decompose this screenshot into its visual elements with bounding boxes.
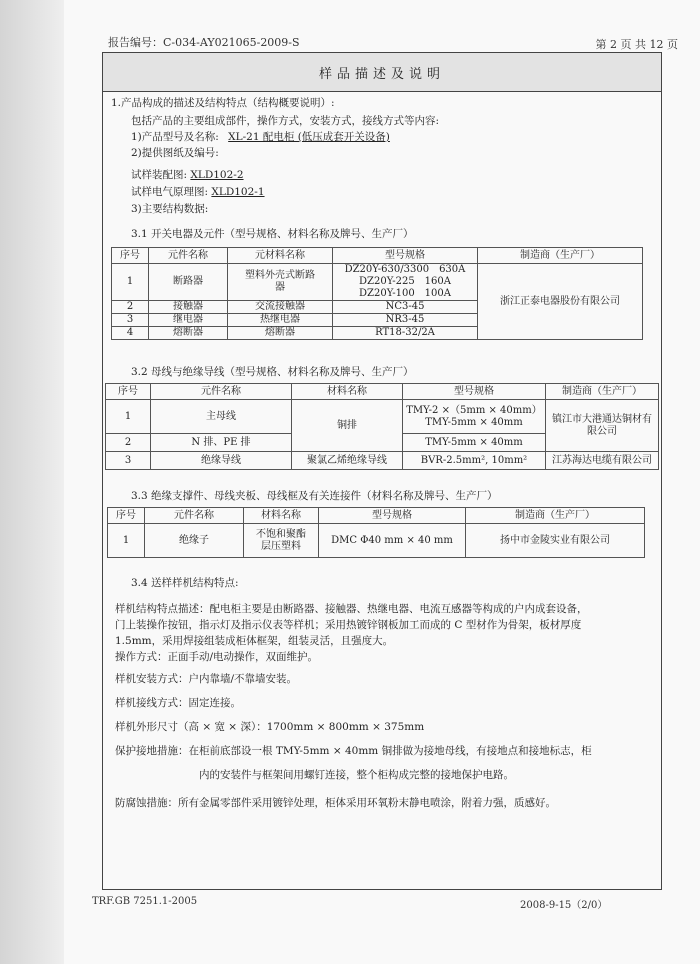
structure-desc-line: 1.5mm，采用焊接组装成柜体框架，组装灵活，且强度大。 bbox=[115, 635, 394, 647]
manufacturer-cell: 浙江正泰电器股份有限公司 bbox=[478, 264, 643, 340]
electrical-line bbox=[131, 186, 265, 199]
structure-label: 3)主要结构数据: bbox=[131, 203, 209, 215]
col-header: 元件名称 bbox=[149, 248, 228, 264]
row-no: 1 bbox=[108, 524, 145, 558]
component-name: N 排、PE 排 bbox=[151, 434, 292, 452]
standard-code: TRF.GB 7251.1-2005 bbox=[92, 896, 198, 907]
page-title: 样品描述及说明 bbox=[103, 53, 661, 92]
busbar-table bbox=[105, 383, 659, 470]
col-header: 型号规格 bbox=[319, 508, 466, 524]
document-page bbox=[64, 0, 700, 964]
grounding-line: 内的安装件与框架间用螺钉连接，整个柜构成完整的接地保护电路。 bbox=[199, 769, 514, 781]
content-frame bbox=[102, 52, 662, 890]
col-header: 制造商（生产厂） bbox=[546, 384, 659, 400]
col-header: 制造商（生产厂） bbox=[478, 248, 643, 264]
row-no: 2 bbox=[106, 434, 151, 452]
material-cell: 铜排 bbox=[292, 400, 403, 452]
material-cell: 热继电器 bbox=[228, 314, 333, 327]
model-value: XL-21 配电柜 (低压成套开关设备) bbox=[228, 131, 390, 143]
component-name: 接触器 bbox=[149, 301, 228, 314]
row-no: 3 bbox=[106, 452, 151, 470]
grounding-line: 保护接地措施：在柜前底部设一根 TMY-5mm × 40mm 铜排做为接地母线，有接地点和接地标志，柜 bbox=[115, 745, 592, 757]
spec-line: TMY-5mm × 40mm bbox=[425, 416, 523, 428]
component-name: 绝缘导线 bbox=[151, 452, 292, 470]
spec-line: DZ20Y-100 100A bbox=[359, 288, 451, 299]
operation-mode: 操作方式：正面手动/电动操作，双面维护。 bbox=[115, 651, 319, 663]
material-cell bbox=[244, 524, 319, 558]
model-line bbox=[131, 131, 390, 144]
component-name: 绝缘子 bbox=[145, 524, 244, 558]
table-row bbox=[106, 452, 659, 470]
component-name: 继电器 bbox=[149, 314, 228, 327]
col-header: 材料名称 bbox=[244, 508, 319, 524]
material-cell: 熔断器 bbox=[228, 327, 333, 340]
maker-line: 镇江市大港通达铜材有 bbox=[552, 413, 652, 425]
spec-cell: NR3-45 bbox=[333, 314, 478, 327]
manufacturer-cell: 江苏海达电缆有限公司 bbox=[546, 452, 659, 470]
row-no: 3 bbox=[112, 314, 149, 327]
table-header-row bbox=[112, 248, 643, 264]
row-no: 4 bbox=[112, 327, 149, 340]
scan-edge-shadow bbox=[0, 0, 64, 964]
structure-desc-line: 样机结构特点描述：配电柜主要是由断路器、接触器、热继电器、电流互感器等构成的户内成套设备， bbox=[115, 603, 588, 615]
col-header: 元件名称 bbox=[145, 508, 244, 524]
install-mode: 样机安装方式：户内靠墙/不靠墙安装。 bbox=[115, 673, 298, 685]
page-number: 第 2 页 共 12 页 bbox=[595, 38, 678, 51]
section1-intro: 包括产品的主要组成部件，操作方式，安装方式，接线方式等内容: bbox=[131, 115, 440, 127]
electrical-value: XLD102-1 bbox=[211, 186, 265, 198]
col-header: 序号 bbox=[106, 384, 151, 400]
material-line: 器 bbox=[275, 282, 285, 293]
insulator-table bbox=[107, 507, 645, 558]
table-header-row bbox=[106, 384, 659, 400]
spec-cell bbox=[333, 264, 478, 301]
table-row bbox=[112, 264, 643, 301]
col-header: 序号 bbox=[108, 508, 145, 524]
assembly-value: XLD102-2 bbox=[190, 169, 244, 181]
spec-cell: DMC Φ40 mm × 40 mm bbox=[319, 524, 466, 558]
corrosion-measures: 防腐蚀措施：所有金属零部件采用镀锌处理，柜体采用环氧粉末静电喷涂，附着力强，质感好。 bbox=[115, 797, 556, 809]
spec-line: DZ20Y-630/3300 630A bbox=[344, 264, 466, 275]
report-number: 报告编号：C-034-AY021065-2009-S bbox=[108, 36, 300, 49]
component-name: 主母线 bbox=[151, 400, 292, 434]
col-header: 元件名称 bbox=[151, 384, 292, 400]
component-name: 断路器 bbox=[149, 264, 228, 301]
structure-desc-line: 门上装操作按钮，指示灯及指示仪表等样机；采用热镀锌钢板加工而成的 C 型材作为骨架，板材厚度 bbox=[115, 619, 582, 631]
sec31-heading: 3.1 开关电器及元件（型号规格、材料名称及牌号、生产厂） bbox=[131, 228, 414, 240]
assembly-label: 试样装配图: bbox=[131, 169, 188, 181]
spec-cell: TMY-5mm × 40mm bbox=[403, 434, 546, 452]
spec-line: TMY-2 ×（5mm × 40mm） bbox=[406, 404, 542, 416]
spec-cell: BVR-2.5mm², 10mm² bbox=[403, 452, 546, 470]
row-no: 1 bbox=[112, 264, 149, 301]
sec34-heading: 3.4 送样样机结构特点: bbox=[131, 577, 239, 589]
material-line: 层压塑料 bbox=[261, 540, 301, 552]
component-name: 熔断器 bbox=[149, 327, 228, 340]
spec-cell: NC3-45 bbox=[333, 301, 478, 314]
section1-heading: 1.产品构成的描述及结构特点（结构概要说明）: bbox=[111, 97, 335, 109]
material-line: 不饱和聚酯 bbox=[256, 528, 306, 540]
col-header: 材料名称 bbox=[292, 384, 403, 400]
spec-cell bbox=[403, 400, 546, 434]
drawings-label: 2)提供图纸及编号: bbox=[131, 147, 219, 159]
sec32-heading: 3.2 母线与绝缘导线（型号规格、材料名称及牌号、生产厂） bbox=[131, 366, 414, 378]
material-cell: 交流接触器 bbox=[228, 301, 333, 314]
report-date: 2008-9-15（2/0） bbox=[520, 900, 608, 911]
table-row bbox=[108, 524, 645, 558]
col-header: 型号规格 bbox=[333, 248, 478, 264]
col-header: 型号规格 bbox=[403, 384, 546, 400]
sec33-heading: 3.3 绝缘支撑件、母线夹板、母线框及有关连接件（材料名称及牌号、生产厂） bbox=[131, 490, 498, 502]
manufacturer-cell: 扬中市金陵实业有限公司 bbox=[466, 524, 645, 558]
wiring-mode: 样机接线方式：固定连接。 bbox=[115, 697, 241, 709]
row-no: 2 bbox=[112, 301, 149, 314]
manufacturer-cell bbox=[546, 400, 659, 452]
spec-line: DZ20Y-225 160A bbox=[359, 276, 451, 287]
model-label: 1)产品型号及名称: bbox=[131, 131, 219, 143]
row-no: 1 bbox=[106, 400, 151, 434]
col-header: 序号 bbox=[112, 248, 149, 264]
material-cell: 聚氯乙烯绝缘导线 bbox=[292, 452, 403, 470]
table-row bbox=[106, 400, 659, 434]
assembly-line bbox=[131, 169, 244, 182]
material-line: 塑料外壳式断路 bbox=[245, 270, 315, 281]
dimensions: 样机外形尺寸（高 × 宽 × 深）：1700mm × 800mm × 375mm bbox=[115, 721, 425, 733]
electrical-label: 试样电气原理图: bbox=[131, 186, 209, 198]
material-cell bbox=[228, 264, 333, 301]
col-header: 制造商（生产厂） bbox=[466, 508, 645, 524]
switchgear-table bbox=[111, 247, 643, 340]
table-header-row bbox=[108, 508, 645, 524]
spec-cell: RT18-32/2A bbox=[333, 327, 478, 340]
col-header: 元材料名称 bbox=[228, 248, 333, 264]
maker-line: 限公司 bbox=[587, 425, 617, 437]
